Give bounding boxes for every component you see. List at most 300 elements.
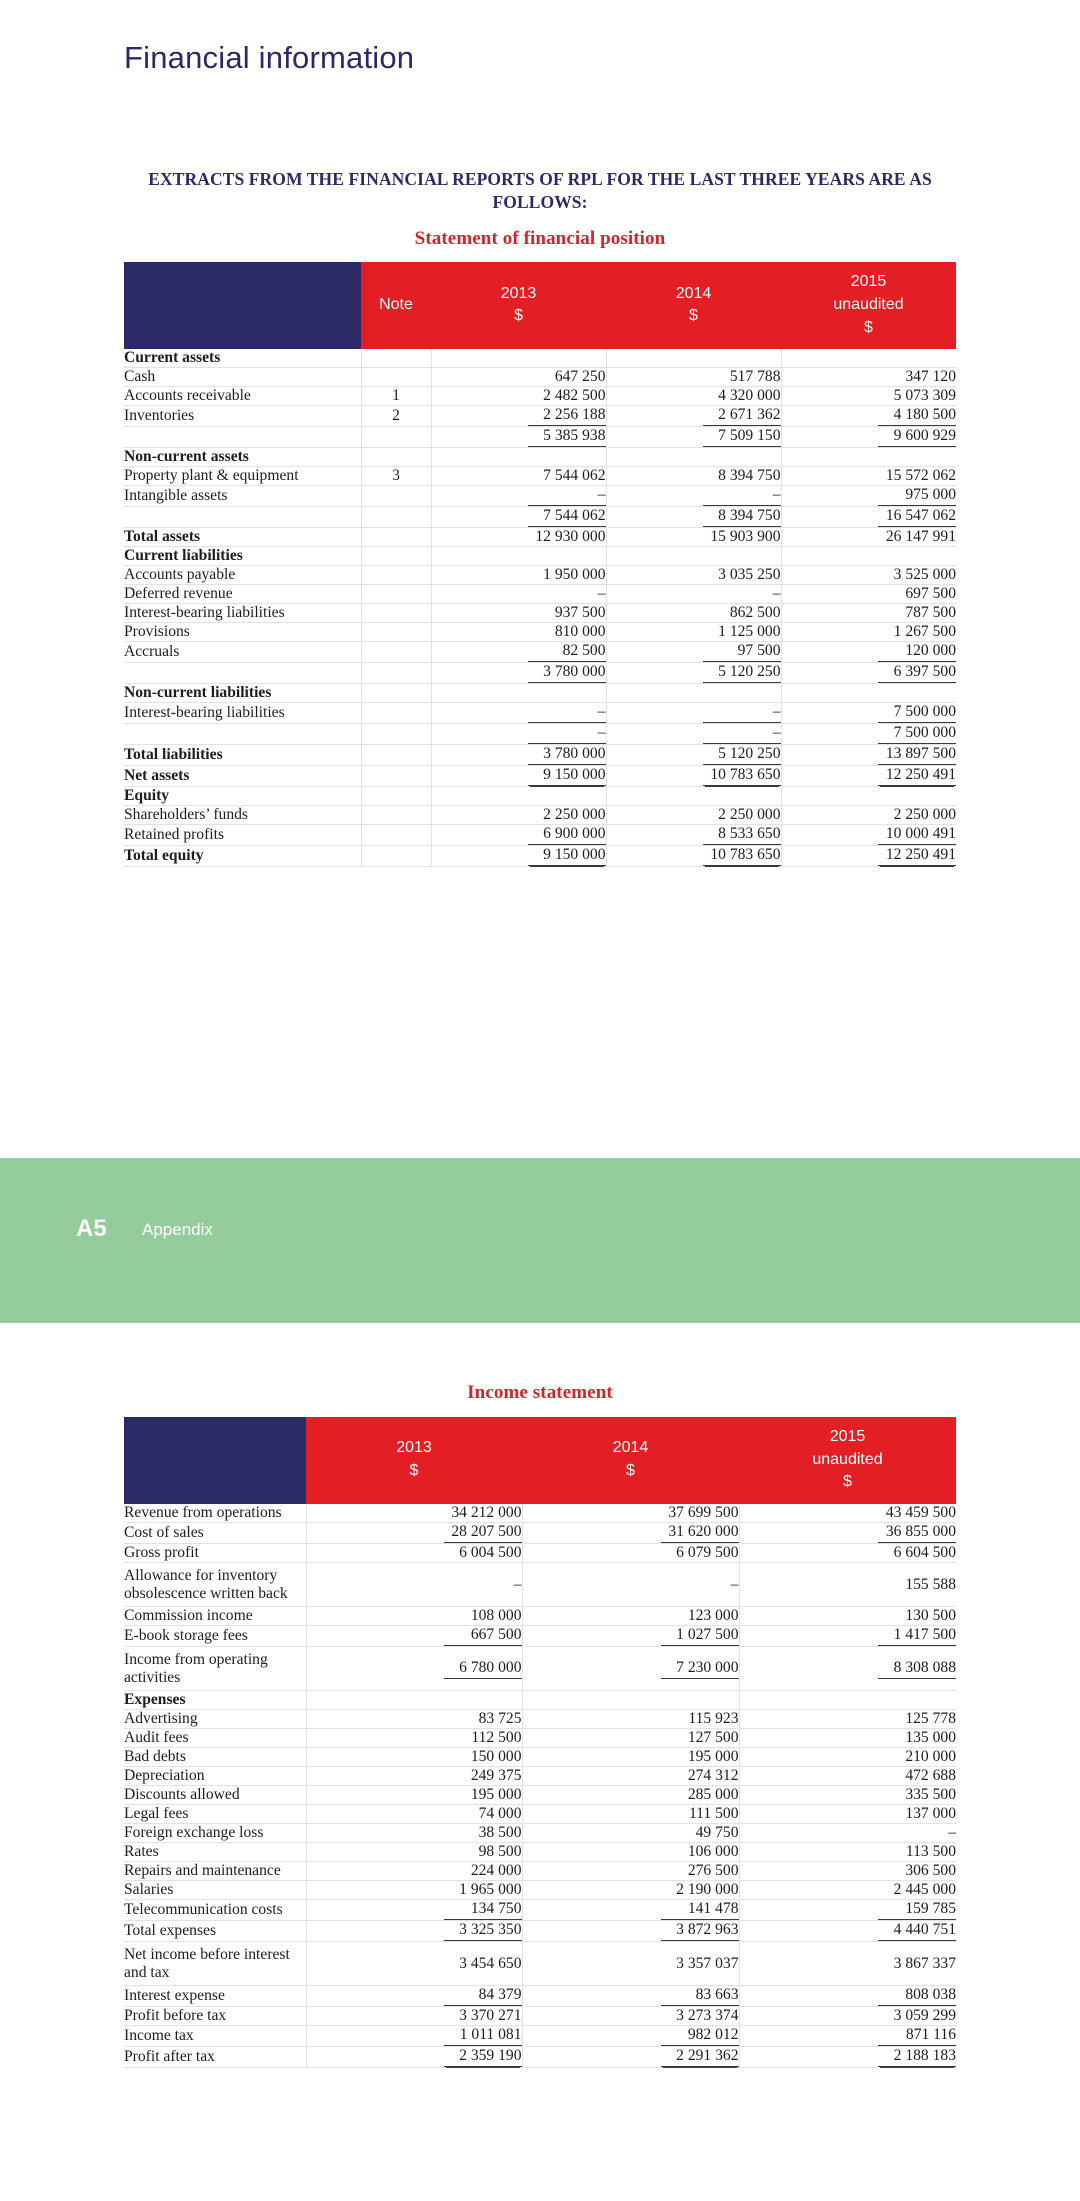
table-row — [124, 1544, 956, 1563]
cell-value: 1 417 500 — [739, 1626, 956, 1647]
cell-value: 1 027 500 — [522, 1626, 739, 1647]
cell-value — [781, 684, 956, 703]
row-label: Revenue from operations — [124, 1504, 306, 1523]
row-note — [361, 642, 431, 663]
cell-value — [431, 547, 606, 566]
table-row — [124, 1748, 956, 1767]
cell-value: 3 867 337 — [739, 1942, 956, 1986]
table-row — [124, 1563, 956, 1607]
cell-value: 3 780 000 — [431, 663, 606, 684]
income-statement-caption: Income statement — [467, 1382, 613, 1403]
cell-value: 1 950 000 — [431, 566, 606, 585]
cell-value: 3 035 250 — [606, 566, 781, 585]
cell-value: 38 500 — [306, 1824, 522, 1843]
is-thead — [124, 1417, 956, 1504]
table-row — [124, 486, 956, 507]
row-label: Total expenses — [124, 1921, 306, 1942]
table-row — [124, 1710, 956, 1729]
row-label: Shareholders’ funds — [124, 806, 361, 825]
cell-value: 26 147 991 — [781, 528, 956, 547]
row-label: Non-current liabilities — [124, 684, 361, 703]
cell-value: 2 671 362 — [606, 406, 781, 427]
table-row — [124, 1881, 956, 1900]
table-row — [124, 1626, 956, 1647]
cell-value: – — [306, 1563, 522, 1607]
cell-value: 15 903 900 — [606, 528, 781, 547]
cell-value — [431, 787, 606, 806]
row-note — [361, 846, 431, 867]
row-note — [361, 724, 431, 745]
row-label: Allowance for inventory obsolescence written back — [124, 1563, 306, 1607]
row-label: Audit fees — [124, 1729, 306, 1748]
table-row — [124, 806, 956, 825]
page-title: Financial information — [124, 40, 415, 75]
cell-value — [606, 349, 781, 368]
row-label: Legal fees — [124, 1805, 306, 1824]
cell-value: 159 785 — [739, 1900, 956, 1921]
cell-value: – — [606, 585, 781, 604]
row-note — [361, 507, 431, 528]
cell-value — [606, 448, 781, 467]
table-row — [124, 745, 956, 766]
cell-value: 12 250 491 — [781, 846, 956, 867]
cell-value: – — [606, 703, 781, 724]
row-label — [124, 507, 361, 528]
table-row — [124, 846, 956, 867]
row-note — [361, 806, 431, 825]
sofp-header-note: Note — [361, 262, 431, 349]
cell-value: 5 073 309 — [781, 387, 956, 406]
row-note — [361, 703, 431, 724]
cell-value: 127 500 — [522, 1729, 739, 1748]
cell-value: – — [739, 1824, 956, 1843]
row-label: Total equity — [124, 846, 361, 867]
table-row — [124, 2007, 956, 2026]
row-note — [361, 585, 431, 604]
row-label: Depreciation — [124, 1767, 306, 1786]
cell-value: 2 482 500 — [431, 387, 606, 406]
cell-value: 134 750 — [306, 1900, 522, 1921]
cell-value: – — [522, 1563, 739, 1607]
income-statement-block — [124, 1382, 956, 2068]
sofp-header-2015 — [781, 262, 956, 349]
cell-value: 306 500 — [739, 1862, 956, 1881]
cell-value: 111 500 — [522, 1805, 739, 1824]
row-note — [361, 787, 431, 806]
table-row — [124, 1523, 956, 1544]
cell-value: 1 125 000 — [606, 623, 781, 642]
cell-value: 2 250 000 — [606, 806, 781, 825]
cell-value: 12 930 000 — [431, 528, 606, 547]
table-row — [124, 467, 956, 486]
sofp-caption: Statement of financial position — [414, 228, 666, 250]
cell-value: 6 079 500 — [522, 1544, 739, 1563]
cell-value: – — [431, 703, 606, 724]
cell-value: 155 588 — [739, 1563, 956, 1607]
cell-value: 3 525 000 — [781, 566, 956, 585]
is-tbody — [124, 1504, 956, 2068]
table-row — [124, 427, 956, 448]
cell-value: 37 699 500 — [522, 1504, 739, 1523]
table-row — [124, 684, 956, 703]
cell-value: 4 440 751 — [739, 1921, 956, 1942]
row-note — [361, 427, 431, 448]
row-label: Intangible assets — [124, 486, 361, 507]
sofp-header-2015-year: 2015 — [850, 273, 887, 291]
row-label: E-book storage fees — [124, 1626, 306, 1647]
cell-value: 3 872 963 — [522, 1921, 739, 1942]
sofp-tbody — [124, 349, 956, 867]
cell-value: 137 000 — [739, 1805, 956, 1824]
cell-value: 2 256 188 — [431, 406, 606, 427]
table-row — [124, 1942, 956, 1986]
row-label — [124, 663, 361, 684]
table-row — [124, 1767, 956, 1786]
is-header-blank — [124, 1417, 306, 1504]
table-row — [124, 766, 956, 787]
row-label: Provisions — [124, 623, 361, 642]
table-row — [124, 1900, 956, 1921]
cell-value: 98 500 — [306, 1843, 522, 1862]
cell-value — [431, 349, 606, 368]
cell-value: 249 375 — [306, 1767, 522, 1786]
cell-value: 10 783 650 — [606, 846, 781, 867]
cell-value: 36 855 000 — [739, 1523, 956, 1544]
cell-value: 10 783 650 — [606, 766, 781, 787]
row-note — [361, 766, 431, 787]
cell-value: – — [431, 585, 606, 604]
cell-value: 9 150 000 — [431, 846, 606, 867]
cell-value: – — [606, 724, 781, 745]
sofp-header-2014-year: 2014 — [675, 284, 712, 302]
cell-value: 862 500 — [606, 604, 781, 623]
sofp-table — [124, 262, 956, 867]
cell-value: 697 500 — [781, 585, 956, 604]
cell-value — [739, 1691, 956, 1710]
cell-value: 16 547 062 — [781, 507, 956, 528]
row-label: Income tax — [124, 2026, 306, 2047]
table-row — [124, 1607, 956, 1626]
cell-value: 1 011 081 — [306, 2026, 522, 2047]
is-header-2013-year: 2013 — [396, 1439, 432, 1457]
cell-value: 15 572 062 — [781, 467, 956, 486]
cell-value: 74 000 — [306, 1805, 522, 1824]
cell-value — [781, 349, 956, 368]
row-label: Income from operating activities — [124, 1647, 306, 1691]
cell-value: 6 780 000 — [306, 1647, 522, 1691]
cell-value: 82 500 — [431, 642, 606, 663]
cell-value: 6 604 500 — [739, 1544, 956, 1563]
row-note — [361, 663, 431, 684]
cell-value: 3 059 299 — [739, 2007, 956, 2026]
cell-value: 1 267 500 — [781, 623, 956, 642]
cell-value: 975 000 — [781, 486, 956, 507]
cell-value: 112 500 — [306, 1729, 522, 1748]
row-label: Commission income — [124, 1607, 306, 1626]
is-header-2013-unit: $ — [409, 1462, 419, 1480]
cell-value: 517 788 — [606, 368, 781, 387]
row-label: Non-current assets — [124, 448, 361, 467]
sofp-header-row — [124, 262, 956, 349]
cell-value: 141 478 — [522, 1900, 739, 1921]
table-row — [124, 349, 956, 368]
cell-value: 2 190 000 — [522, 1881, 739, 1900]
table-row — [124, 448, 956, 467]
table-row — [124, 642, 956, 663]
cell-value: 7 500 000 — [781, 703, 956, 724]
cell-value: 808 038 — [739, 1986, 956, 2007]
cell-value: 34 212 000 — [306, 1504, 522, 1523]
cell-value: 135 000 — [739, 1729, 956, 1748]
row-note — [361, 623, 431, 642]
table-row — [124, 724, 956, 745]
row-note: 2 — [361, 406, 431, 427]
row-note — [361, 684, 431, 703]
cell-value: 937 500 — [431, 604, 606, 623]
cell-value: 7 500 000 — [781, 724, 956, 745]
cell-value: 4 180 500 — [781, 406, 956, 427]
cell-value: 10 000 491 — [781, 825, 956, 846]
cell-value: 195 000 — [522, 1748, 739, 1767]
table-row — [124, 1862, 956, 1881]
cell-value: 130 500 — [739, 1607, 956, 1626]
row-label: Interest-bearing liabilities — [124, 703, 361, 724]
cell-value: 3 325 350 — [306, 1921, 522, 1942]
cell-value: 8 308 088 — [739, 1647, 956, 1691]
is-header-2014-year: 2014 — [612, 1439, 649, 1457]
extracts-heading: EXTRACTS FROM THE FINANCIAL REPORTS OF RPL FOR THE LAST THREE YEARS ARE AS FOLLOWS: — [148, 169, 932, 213]
cell-value: 6 004 500 — [306, 1544, 522, 1563]
row-note: 3 — [361, 467, 431, 486]
cell-value: 3 273 374 — [522, 2007, 739, 2026]
is-header-2015-sub: unaudited — [812, 1450, 883, 1468]
row-label: Gross profit — [124, 1544, 306, 1563]
cell-value: 8 533 650 — [606, 825, 781, 846]
sofp-header-2014 — [606, 262, 781, 349]
table-row — [124, 566, 956, 585]
table-row — [124, 406, 956, 427]
table-row — [124, 2026, 956, 2047]
table-row — [124, 507, 956, 528]
cell-value: 83 725 — [306, 1710, 522, 1729]
table-row — [124, 547, 956, 566]
sofp-header-2015-sub: unaudited — [833, 295, 904, 313]
row-label: Accounts payable — [124, 566, 361, 585]
sofp-thead — [124, 262, 956, 349]
cell-value: 3 357 037 — [522, 1942, 739, 1986]
row-label: Equity — [124, 787, 361, 806]
cell-value: 2 250 000 — [781, 806, 956, 825]
table-row — [124, 663, 956, 684]
row-label: Profit after tax — [124, 2047, 306, 2068]
table-row — [124, 1504, 956, 1523]
row-label: Total liabilities — [124, 745, 361, 766]
row-note — [361, 547, 431, 566]
cell-value: 871 116 — [739, 2026, 956, 2047]
cell-value: 4 320 000 — [606, 387, 781, 406]
cell-value: 13 897 500 — [781, 745, 956, 766]
row-label: Current assets — [124, 349, 361, 368]
cell-value: 195 000 — [306, 1786, 522, 1805]
cell-value: 3 780 000 — [431, 745, 606, 766]
row-label: Salaries — [124, 1881, 306, 1900]
cell-value: 49 750 — [522, 1824, 739, 1843]
table-row — [124, 1691, 956, 1710]
cell-value: 84 379 — [306, 1986, 522, 2007]
cell-value: 125 778 — [739, 1710, 956, 1729]
statement-of-financial-position-block — [124, 168, 956, 867]
cell-value — [781, 448, 956, 467]
row-note — [361, 825, 431, 846]
cell-value — [306, 1691, 522, 1710]
is-header-2015 — [739, 1417, 956, 1504]
row-label: Accruals — [124, 642, 361, 663]
cell-value — [431, 684, 606, 703]
row-label: Discounts allowed — [124, 1786, 306, 1805]
row-label: Expenses — [124, 1691, 306, 1710]
cell-value: 6 397 500 — [781, 663, 956, 684]
cell-value: 9 600 929 — [781, 427, 956, 448]
row-label: Repairs and maintenance — [124, 1862, 306, 1881]
cell-value: 83 663 — [522, 1986, 739, 2007]
cell-value — [522, 1691, 739, 1710]
cell-value: 285 000 — [522, 1786, 739, 1805]
cell-value: 274 312 — [522, 1767, 739, 1786]
sofp-header-2015-unit: $ — [864, 318, 873, 336]
cell-value: 8 394 750 — [606, 507, 781, 528]
cell-value: 123 000 — [522, 1607, 739, 1626]
row-note — [361, 368, 431, 387]
row-note — [361, 448, 431, 467]
row-label: Net assets — [124, 766, 361, 787]
income-statement-table — [124, 1417, 956, 2068]
row-label — [124, 724, 361, 745]
cell-value — [781, 547, 956, 566]
table-row — [124, 1805, 956, 1824]
cell-value: 120 000 — [781, 642, 956, 663]
cell-value — [606, 684, 781, 703]
table-row — [124, 1843, 956, 1862]
table-row — [124, 1647, 956, 1691]
cell-value: 97 500 — [606, 642, 781, 663]
table-row — [124, 623, 956, 642]
cell-value: 472 688 — [739, 1767, 956, 1786]
cell-value: 28 207 500 — [306, 1523, 522, 1544]
table-row — [124, 1824, 956, 1843]
cell-value: 3 370 271 — [306, 2007, 522, 2026]
table-row — [124, 703, 956, 724]
sofp-header-2013 — [431, 262, 606, 349]
row-label: Total assets — [124, 528, 361, 547]
row-note — [361, 349, 431, 368]
row-note — [361, 528, 431, 547]
row-label: Advertising — [124, 1710, 306, 1729]
cell-value: 5 120 250 — [606, 745, 781, 766]
cell-value: 1 965 000 — [306, 1881, 522, 1900]
cell-value: 210 000 — [739, 1748, 956, 1767]
sofp-header-blank — [124, 262, 361, 349]
cell-value: 7 544 062 — [431, 507, 606, 528]
cell-value: 150 000 — [306, 1748, 522, 1767]
cell-value: 7 509 150 — [606, 427, 781, 448]
cell-value: – — [606, 486, 781, 507]
row-label: Interest-bearing liabilities — [124, 604, 361, 623]
cell-value: 810 000 — [431, 623, 606, 642]
cell-value — [606, 787, 781, 806]
row-label — [124, 427, 361, 448]
row-label: Rates — [124, 1843, 306, 1862]
row-note — [361, 566, 431, 585]
cell-value: 647 250 — [431, 368, 606, 387]
appendix-band — [0, 1158, 1080, 1323]
table-row — [124, 1986, 956, 2007]
cell-value: 787 500 — [781, 604, 956, 623]
cell-value: – — [431, 486, 606, 507]
sofp-header-2014-unit: $ — [689, 307, 698, 325]
cell-value: 982 012 — [522, 2026, 739, 2047]
row-label: Property plant & equipment — [124, 467, 361, 486]
cell-value — [431, 448, 606, 467]
is-header-2013 — [306, 1417, 522, 1504]
row-label: Interest expense — [124, 1986, 306, 2007]
row-note — [361, 486, 431, 507]
cell-value: 31 620 000 — [522, 1523, 739, 1544]
cell-value: 347 120 — [781, 368, 956, 387]
cell-value: 113 500 — [739, 1843, 956, 1862]
cell-value: 335 500 — [739, 1786, 956, 1805]
cell-value: 224 000 — [306, 1862, 522, 1881]
table-row — [124, 368, 956, 387]
row-label: Inventories — [124, 406, 361, 427]
table-row — [124, 387, 956, 406]
row-label: Bad debts — [124, 1748, 306, 1767]
cell-value: 2 250 000 — [431, 806, 606, 825]
sofp-header-2013-year: 2013 — [500, 284, 537, 302]
row-label: Retained profits — [124, 825, 361, 846]
appendix-code: A5 — [76, 1215, 107, 1242]
table-row — [124, 825, 956, 846]
is-header-2015-year: 2015 — [829, 1428, 866, 1445]
row-label: Foreign exchange loss — [124, 1824, 306, 1843]
is-header-row — [124, 1417, 956, 1504]
cell-value: 5 120 250 — [606, 663, 781, 684]
cell-value: 6 900 000 — [431, 825, 606, 846]
cell-value: 2 359 190 — [306, 2047, 522, 2068]
cell-value: 8 394 750 — [606, 467, 781, 486]
cell-value: – — [431, 724, 606, 745]
cell-value: 9 150 000 — [431, 766, 606, 787]
cell-value — [606, 547, 781, 566]
cell-value: 108 000 — [306, 1607, 522, 1626]
row-note: 1 — [361, 387, 431, 406]
cell-value: 2 188 183 — [739, 2047, 956, 2068]
is-header-2014 — [522, 1417, 739, 1504]
row-label: Accounts receivable — [124, 387, 361, 406]
cell-value — [781, 787, 956, 806]
table-row — [124, 2047, 956, 2068]
row-note — [361, 745, 431, 766]
cell-value: 12 250 491 — [781, 766, 956, 787]
row-label: Telecommunication costs — [124, 1900, 306, 1921]
cell-value: 2 291 362 — [522, 2047, 739, 2068]
row-label: Cash — [124, 368, 361, 387]
cell-value: 7 544 062 — [431, 467, 606, 486]
row-label: Cost of sales — [124, 1523, 306, 1544]
row-label: Deferred revenue — [124, 585, 361, 604]
sofp-header-2013-unit: $ — [514, 307, 523, 325]
table-row — [124, 585, 956, 604]
appendix-label: Appendix — [142, 1220, 213, 1239]
